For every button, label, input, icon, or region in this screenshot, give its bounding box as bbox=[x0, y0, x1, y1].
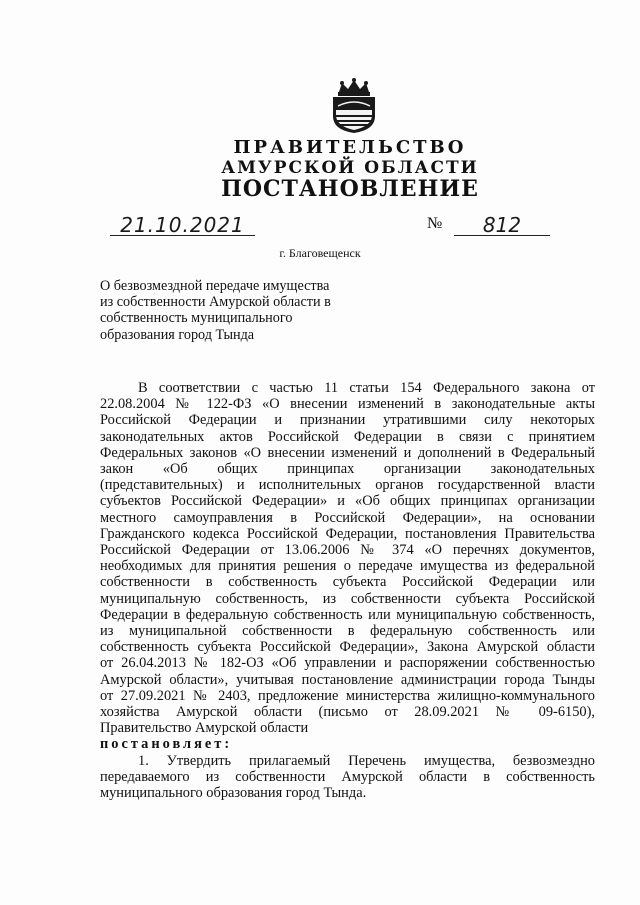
document-body bbox=[100, 380, 595, 801]
subject-line: собственность муниципального bbox=[100, 310, 293, 327]
number-sign: № bbox=[427, 215, 443, 232]
body-line: муниципальную собственность, из собственности субъекта Российской bbox=[100, 590, 595, 607]
clause-line: муниципального образования город Тында. bbox=[100, 785, 367, 802]
body-line: от 27.09.2021 № 2403, предложение министерства жилищно-коммунального bbox=[100, 687, 595, 704]
body-line: собственности в собственность субъекта Российской Федерации или bbox=[100, 574, 595, 591]
body-line: Федерации в федеральную собственность или муниципальную собственность, bbox=[100, 606, 595, 623]
subject-line: О безвозмездной передаче имущества bbox=[100, 278, 330, 294]
document-type-title: ПОСТАНОВЛЕНИЕ bbox=[221, 176, 479, 202]
organization-line-2: АМУРСКОЙ ОБЛАСТИ bbox=[221, 158, 479, 178]
body-line: законодательных актов Российской Федерации в связи с принятием bbox=[100, 428, 595, 445]
subject-line: из собственности Амурской области в bbox=[100, 294, 331, 311]
document-subject bbox=[100, 278, 360, 343]
body-line: собственность субъекта Российской Федерации», Закона Амурской области bbox=[100, 639, 595, 656]
body-line: местного самоуправления в Российской Федерации», на основании bbox=[100, 509, 595, 526]
city-line: г. Благовещенск bbox=[279, 246, 361, 260]
body-line: 22.08.2004 № 122-ФЗ «О внесении изменений в законодательные акты bbox=[100, 396, 595, 413]
coat-of-arms-icon bbox=[327, 78, 381, 134]
body-line: Правительство Амурской области bbox=[100, 720, 309, 737]
body-line: (представительных) и исполнительных органов государственной власти bbox=[100, 477, 595, 494]
body-line: Гражданского кодекса Российской Федерации, постановления Правительства bbox=[100, 525, 595, 542]
body-line: Амурской области», учитывая постановление администрации города Тынды bbox=[100, 671, 595, 688]
body-line: В соответствии с частью 11 статьи 154 Федерального закона от bbox=[138, 380, 595, 396]
body-line: от 26.04.2013 № 182-ОЗ «Об управлении и распоряжении собственностью bbox=[100, 655, 595, 672]
body-line: субъектов Российской Федерации» и «Об общих принципах организации bbox=[100, 493, 595, 510]
body-line: Федеральных законов «О внесении изменений и дополнений в Федеральный bbox=[100, 444, 595, 461]
clause-line: 1. Утвердить прилагаемый Перечень имущества, безвозмездно bbox=[138, 752, 595, 769]
organization-line-1: ПРАВИТЕЛЬСТВО bbox=[233, 137, 467, 158]
subject-line: образования город Тында bbox=[100, 326, 255, 343]
document-number: 812 bbox=[454, 213, 550, 236]
body-line: Российской Федерации от 13.06.2006 № 374 «О перечнях документов, bbox=[100, 542, 595, 559]
body-line: необходимых для принятия решения о передаче имущества из федеральной bbox=[100, 558, 595, 575]
body-line: хозяйства Амурской области (письмо от 28.09.2021 № 09-6150), bbox=[100, 704, 595, 721]
body-line: закон «Об общих принципах организации законодательных bbox=[100, 461, 595, 478]
clause-line: передаваемого из собственности Амурской области в собственность bbox=[100, 768, 595, 785]
body-line: из муниципальной собственности в федеральную собственность или bbox=[100, 623, 595, 640]
document-date: 21.10.2021 bbox=[110, 213, 255, 236]
decree-word: постановляет: bbox=[100, 736, 233, 753]
body-line: Российской Федерации и признании утратившими силу некоторых bbox=[100, 412, 595, 429]
